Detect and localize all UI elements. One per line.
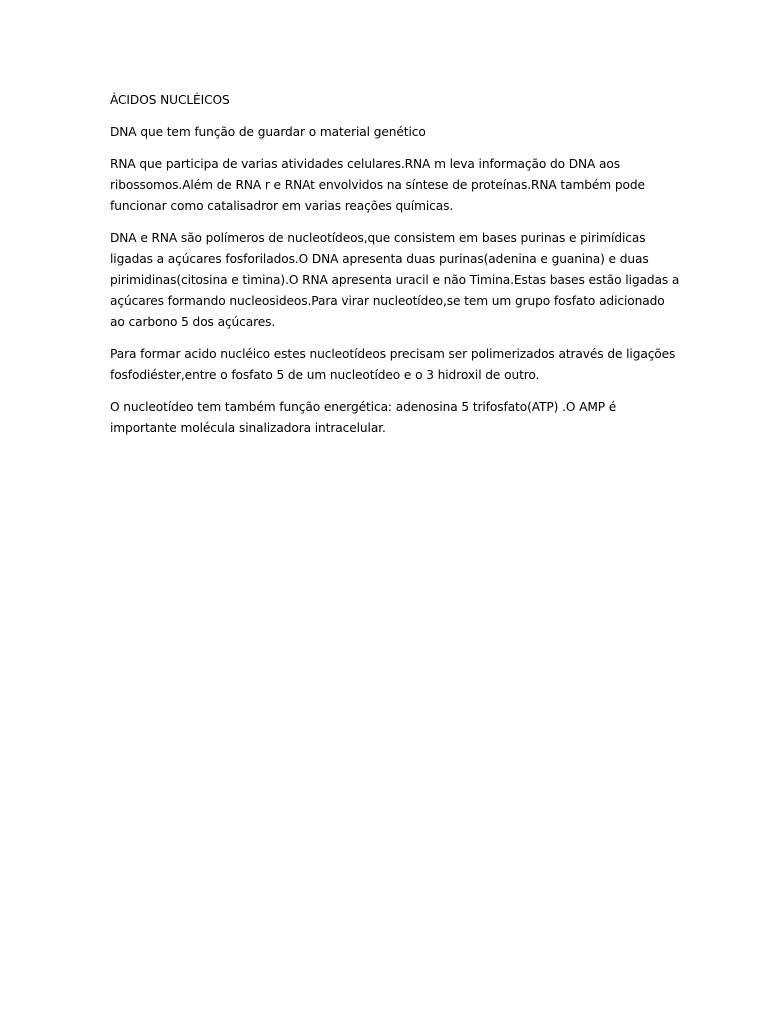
paragraph-line: RNA que participa de varias atividades celulares.RNA m leva informação do DNA aos: [110, 157, 621, 171]
paragraph-line: pirimidinas(citosina e timina).O RNA apresenta uracil e não Timina.Estas bases estão ligadas a: [110, 273, 680, 287]
paragraph-polymerization: [110, 344, 676, 386]
paragraph-line: importante molécula sinalizadora intracelular.: [110, 421, 386, 435]
paragraph-nucleotide-structure: [110, 228, 680, 333]
paragraph-line: ribossomos.Além de RNA r e RNAt envolvidos na síntese de proteínas.RNA também pode: [110, 178, 645, 192]
paragraph-line: ao carbono 5 dos açúcares.: [110, 315, 276, 329]
paragraph-line: DNA que tem função de guardar o material genético: [110, 125, 426, 139]
paragraph-energy-function: [110, 397, 670, 439]
paragraph-line: O nucleotídeo tem também função energética: adenosina 5 trifosfato(ATP) .O AMP é: [110, 400, 617, 414]
paragraph-dna-function: [110, 122, 670, 143]
paragraph-line: DNA e RNA são polímeros de nucleotídeos,que consistem em bases purinas e pirimídicas: [110, 231, 646, 245]
paragraph-line: funcionar como catalisadror em varias reações químicas.: [110, 199, 454, 213]
paragraph-line: açúcares formando nucleosideos.Para virar nucleotídeo,se tem um grupo fosfato adicionado: [110, 294, 665, 308]
document-title: [110, 90, 670, 111]
paragraph-rna-function: [110, 154, 670, 217]
paragraph-line: ligadas a açúcares fosforilados.O DNA apresenta duas purinas(adenina e guanina) e duas: [110, 252, 649, 266]
document-body: [110, 90, 680, 450]
paragraph-line: fosfodiéster,entre o fosfato 5 de um nucleotídeo e o 3 hidroxil de outro.: [110, 368, 540, 382]
paragraph-line: Para formar acido nucléico estes nucleotídeos precisam ser polimerizados através de ligações: [110, 347, 676, 361]
title-line: ÁCIDOS NUCLÉICOS: [110, 93, 230, 107]
